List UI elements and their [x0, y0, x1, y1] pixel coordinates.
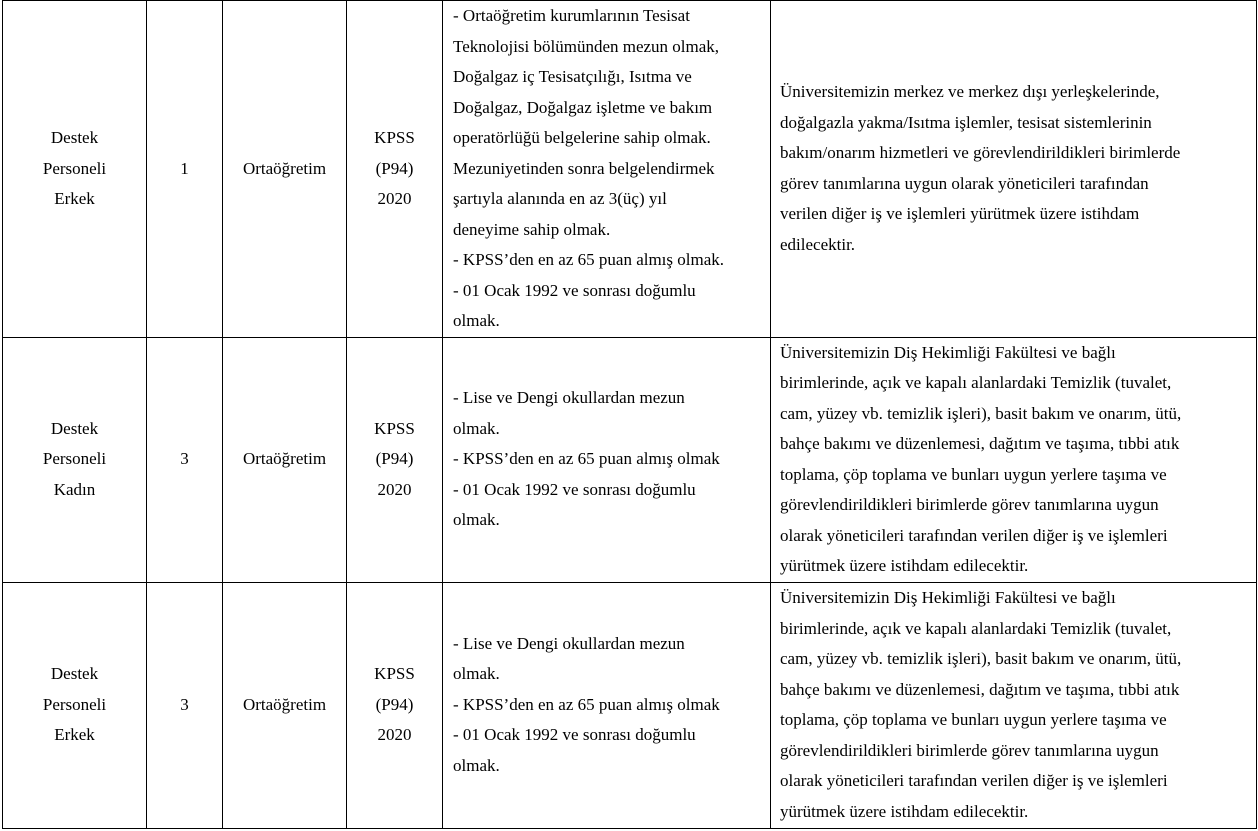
position-line: Personeli — [42, 694, 107, 714]
duty-line: birimlerinde, açık ve kapalı alanlardaki Temizlik (tuvalet, — [780, 373, 1172, 392]
duty-line: görevlendirildikleri birimlerde görev tanımlarına uygun — [780, 495, 1159, 514]
education-cell: Ortaöğretim — [223, 582, 347, 828]
count-cell: 1 — [147, 1, 223, 338]
requirement-line: Teknolojisi bölümünden mezun olmak, — [453, 36, 720, 56]
requirement-line: - KPSS’den en az 65 puan almış olmak — [453, 449, 720, 469]
duty-line: toplama, çöp toplama ve bunları uygun yerlere taşıma ve — [780, 464, 1167, 484]
duties-cell — [771, 582, 1257, 828]
requirement-line: - KPSS’den en az 65 puan almış olmak — [453, 694, 720, 714]
duty-line: Üniversitemizin merkez ve merkez dışı yerleşkelerinde, — [780, 82, 1160, 102]
requirements-cell — [443, 1, 771, 338]
position-line: Erkek — [54, 725, 95, 745]
position-line: Kadın — [53, 479, 96, 499]
exam-line: 2020 — [377, 189, 412, 208]
position-line: Destek — [50, 128, 99, 147]
duty-line: birimlerinde, açık ve kapalı alanlardaki Temizlik (tuvalet, — [780, 618, 1172, 638]
requirement-line: Doğalgaz, Doğalgaz işletme ve bakım — [453, 97, 713, 117]
requirement-line: olmak. — [453, 664, 500, 684]
position-line: Personeli — [42, 158, 107, 178]
duty-line: cam, yüzey vb. temizlik işleri), basit bakım ve onarım, ütü, — [780, 649, 1182, 668]
duty-line: Üniversitemizin Diş Hekimliği Fakültesi ve bağlı — [780, 588, 1116, 607]
exam-line: 2020 — [377, 725, 412, 745]
duties-cell — [771, 1, 1257, 338]
duty-line: Üniversitemizin Diş Hekimliği Fakültesi ve bağlı — [780, 342, 1116, 362]
requirement-line: Doğalgaz iç Tesisatçılığı, Isıtma ve — [453, 67, 692, 86]
requirement-line: olmak. — [453, 418, 500, 438]
requirement-line: - Lise ve Dengi okullardan mezun — [453, 633, 685, 653]
requirement-line: - 01 Ocak 1992 ve sonrası doğumlu — [453, 479, 696, 499]
duty-line: olarak yöneticileri tarafından verilen diğer iş ve işlemleri — [780, 771, 1168, 790]
exam-line: 2020 — [377, 479, 412, 499]
requirement-line: operatörlüğü belgelerine sahip olmak. — [453, 128, 711, 147]
requirement-line: şartıyla alanında en az 3(üç) yıl — [453, 189, 667, 208]
requirement-line: olmak. — [453, 510, 500, 530]
job-listing-table — [2, 0, 1257, 829]
position-line: Destek — [50, 664, 99, 684]
count-cell: 3 — [147, 582, 223, 828]
exam-line: (P94) — [375, 694, 414, 714]
requirement-line: - Lise ve Dengi okullardan mezun — [453, 388, 685, 408]
exam-line: (P94) — [375, 449, 414, 469]
requirement-line: - Ortaöğretim kurumlarının Tesisat — [453, 6, 690, 25]
duty-line: verilen diğer iş ve işlemleri yürütmek üzere istihdam — [780, 204, 1140, 224]
duty-line: bakım/onarım hizmetleri ve görevlendirildikleri birimlerde — [780, 143, 1181, 163]
requirement-line: - KPSS’den en az 65 puan almış olmak. — [453, 250, 725, 269]
education-cell: Ortaöğretim — [223, 337, 347, 582]
duty-line: doğalgazla yakma/Isıtma işlemler, tesisat sistemlerinin — [780, 112, 1152, 132]
exam-cell — [347, 337, 443, 582]
exam-cell — [347, 1, 443, 338]
position-line: Erkek — [54, 189, 95, 208]
requirement-line: - 01 Ocak 1992 ve sonrası doğumlu — [453, 280, 696, 300]
position-cell — [3, 1, 147, 338]
requirements-cell — [443, 582, 771, 828]
position-line: Personeli — [42, 449, 107, 469]
exam-line: (P94) — [375, 158, 414, 178]
duty-line: bahçe bakımı ve düzenlemesi, dağıtım ve taşıma, tıbbi atık — [780, 679, 1180, 699]
exam-line: KPSS — [374, 418, 415, 438]
position-cell — [3, 582, 147, 828]
requirement-line: - 01 Ocak 1992 ve sonrası doğumlu — [453, 725, 696, 745]
requirement-line: Mezuniyetinden sonra belgelendirmek — [453, 158, 715, 178]
duty-line: cam, yüzey vb. temizlik işleri), basit bakım ve onarım, ütü, — [780, 403, 1182, 423]
exam-line: KPSS — [374, 128, 415, 147]
duty-line: toplama, çöp toplama ve bunları uygun yerlere taşıma ve — [780, 710, 1167, 729]
duty-line: görevlendirildikleri birimlerde görev tanımlarına uygun — [780, 740, 1159, 760]
duty-line: yürütmek üzere istihdam edilecektir. — [780, 801, 1029, 821]
table-row — [3, 582, 1257, 828]
requirement-line: olmak. — [453, 311, 500, 330]
table-row — [3, 337, 1257, 582]
duty-line: bahçe bakımı ve düzenlemesi, dağıtım ve taşıma, tıbbi atık — [780, 434, 1180, 453]
count-cell: 3 — [147, 337, 223, 582]
exam-line: KPSS — [374, 664, 415, 684]
requirement-line: olmak. — [453, 755, 500, 775]
duty-line: edilecektir. — [780, 234, 856, 254]
requirements-cell — [443, 337, 771, 582]
exam-cell — [347, 582, 443, 828]
duties-cell — [771, 337, 1257, 582]
position-cell — [3, 337, 147, 582]
duty-line: yürütmek üzere istihdam edilecektir. — [780, 556, 1029, 575]
position-line: Destek — [50, 418, 99, 438]
education-cell: Ortaöğretim — [223, 1, 347, 338]
table-row — [3, 1, 1257, 338]
duty-line: görev tanımlarına uygun olarak yöneticileri tarafından — [780, 173, 1149, 193]
duty-line: olarak yöneticileri tarafından verilen diğer iş ve işlemleri — [780, 525, 1168, 545]
requirement-line: deneyime sahip olmak. — [453, 219, 611, 239]
